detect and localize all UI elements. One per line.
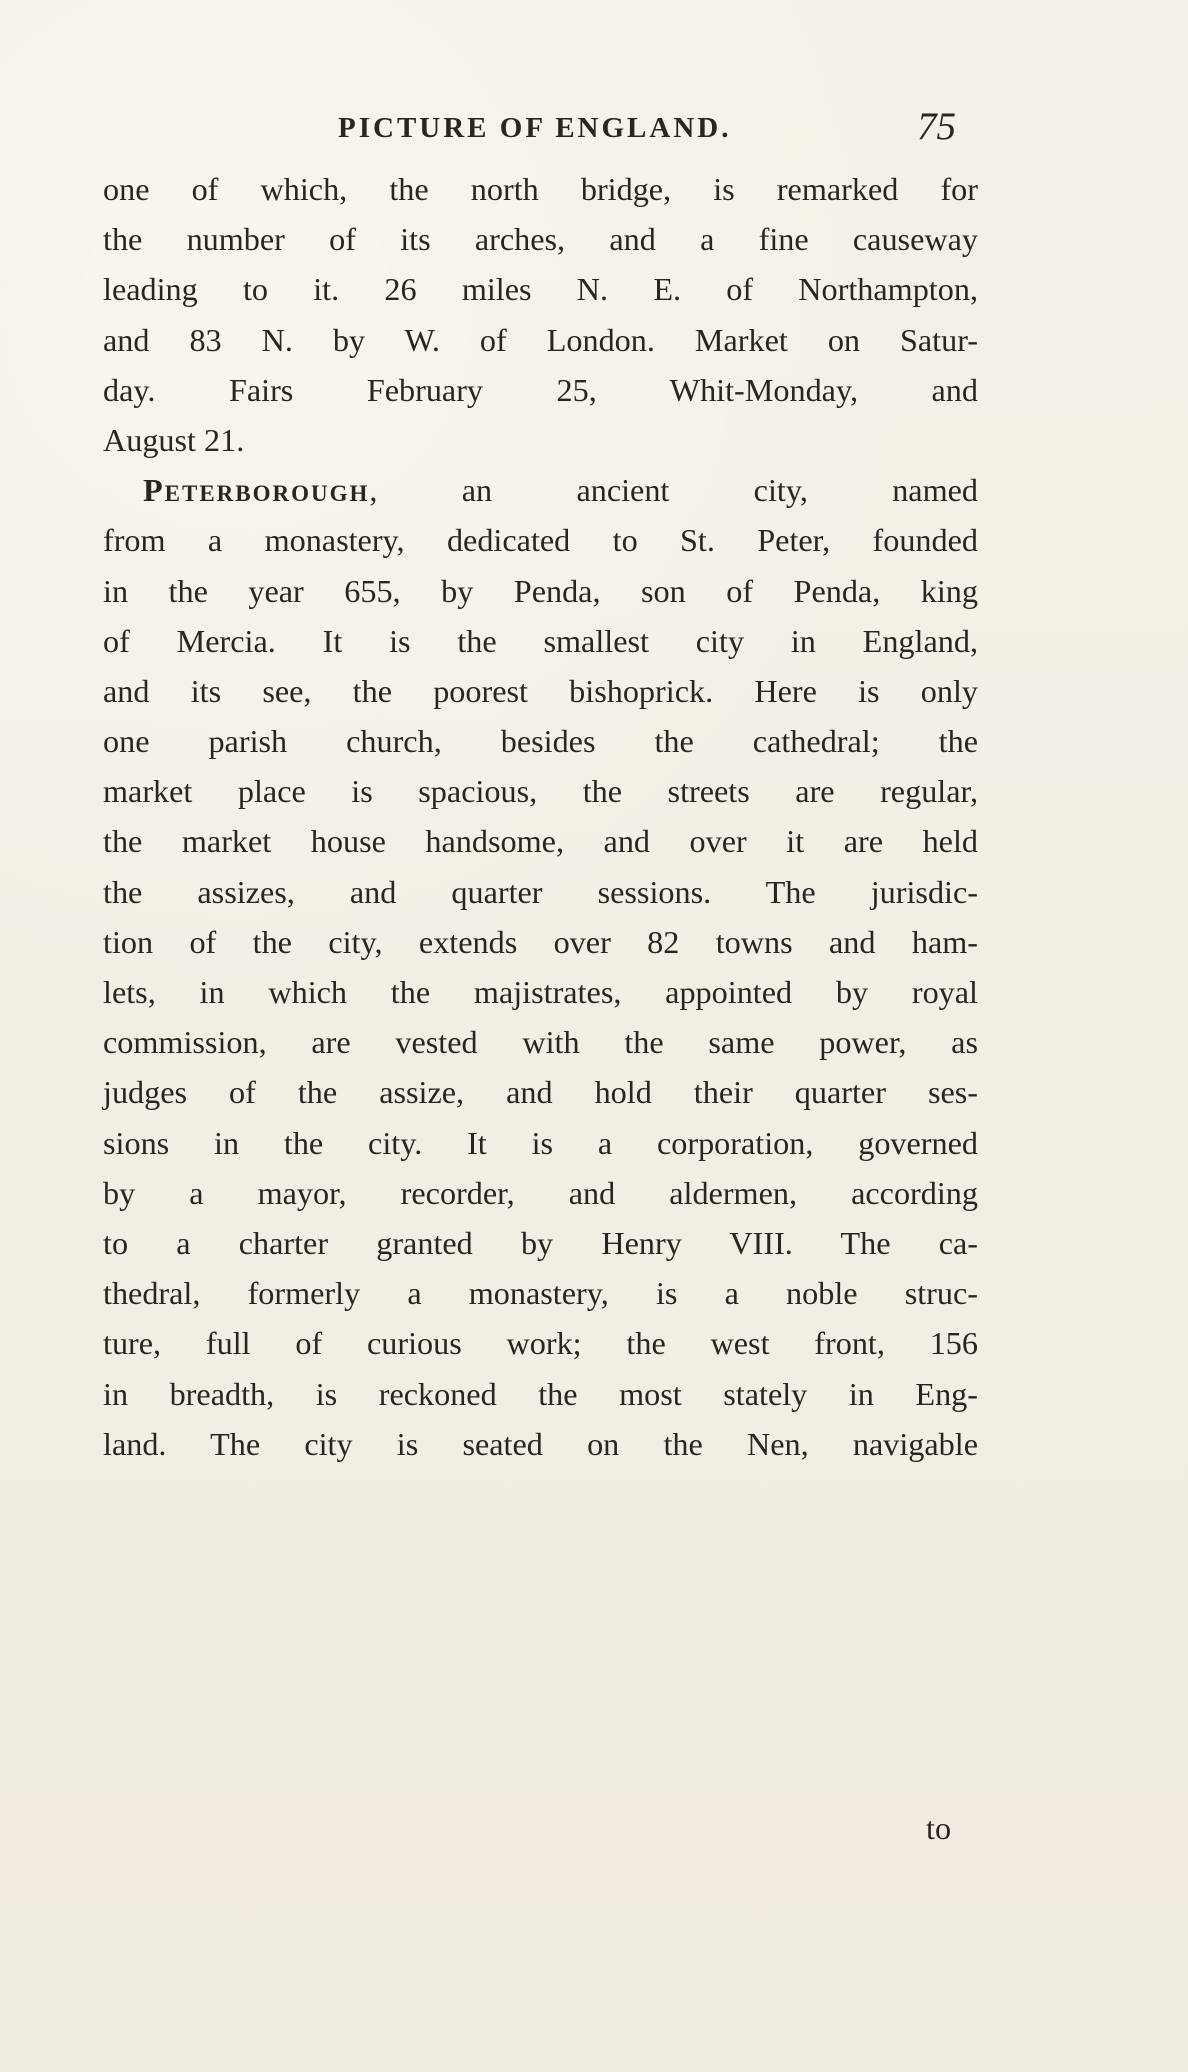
text-line: in breadth, is reckoned the most stately in Eng- (103, 1375, 978, 1412)
text-line: August 21. (103, 421, 245, 458)
text-line: and its see, the poorest bishoprick. Here is only (103, 672, 978, 709)
text-line: land. The city is seated on the Nen, navigable (103, 1425, 978, 1462)
text-line: thedral, formerly a monastery, is a noble struc- (103, 1275, 978, 1312)
text-line: ture, full of curious work; the west front, 156 (103, 1325, 978, 1362)
text-line: of Mercia. It is the smallest city in England, (103, 622, 978, 659)
text-line: commission, are vested with the same power, as (103, 1024, 978, 1061)
text-line: lets, in which the majistrates, appointed by royal (103, 974, 978, 1010)
text-line: day. Fairs February 25, Whit-Monday, and (103, 371, 978, 408)
text-line: tion of the city, extends over 82 towns and ham- (103, 923, 978, 960)
catchword: to (926, 1810, 952, 1846)
page-header (0, 105, 1188, 152)
text-line: by a mayor, recorder, and aldermen, according (103, 1174, 978, 1211)
text-line: judges of the assize, and hold their quarter ses- (103, 1074, 978, 1111)
text-line: one of which, the north bridge, is remarked for (103, 171, 978, 207)
text-line: the number of its arches, and a fine causeway (103, 221, 978, 258)
page-number: 75 (917, 105, 956, 148)
text-line: market place is spacious, the streets are regular, (103, 773, 978, 810)
text-line: the market house handsome, and over it are held (103, 823, 978, 860)
text-line: in the year 655, by Penda, son of Penda, king (103, 572, 978, 609)
text-line: and 83 N. by W. of London. Market on Satur- (103, 321, 978, 358)
text-line: from a monastery, dedicated to St. Peter, founded (103, 522, 978, 559)
text-line: the assizes, and quarter sessions. The jurisdic- (103, 873, 978, 910)
paragraph-start-line (103, 465, 978, 515)
text-line: leading to it. 26 miles N. E. of Northampton, (103, 271, 978, 308)
text-line: one parish church, besides the cathedral; the (103, 723, 978, 760)
text-line: to a charter granted by Henry VIII. The ca- (103, 1224, 978, 1261)
text-line: sions in the city. It is a corporation, governed (103, 1124, 978, 1161)
entry-heading-continuation: , an ancient city, named (369, 472, 978, 509)
running-title: PICTURE OF ENGLAND. (338, 112, 732, 144)
entry-heading: Peterborough (143, 472, 370, 509)
page-body (103, 164, 978, 1469)
